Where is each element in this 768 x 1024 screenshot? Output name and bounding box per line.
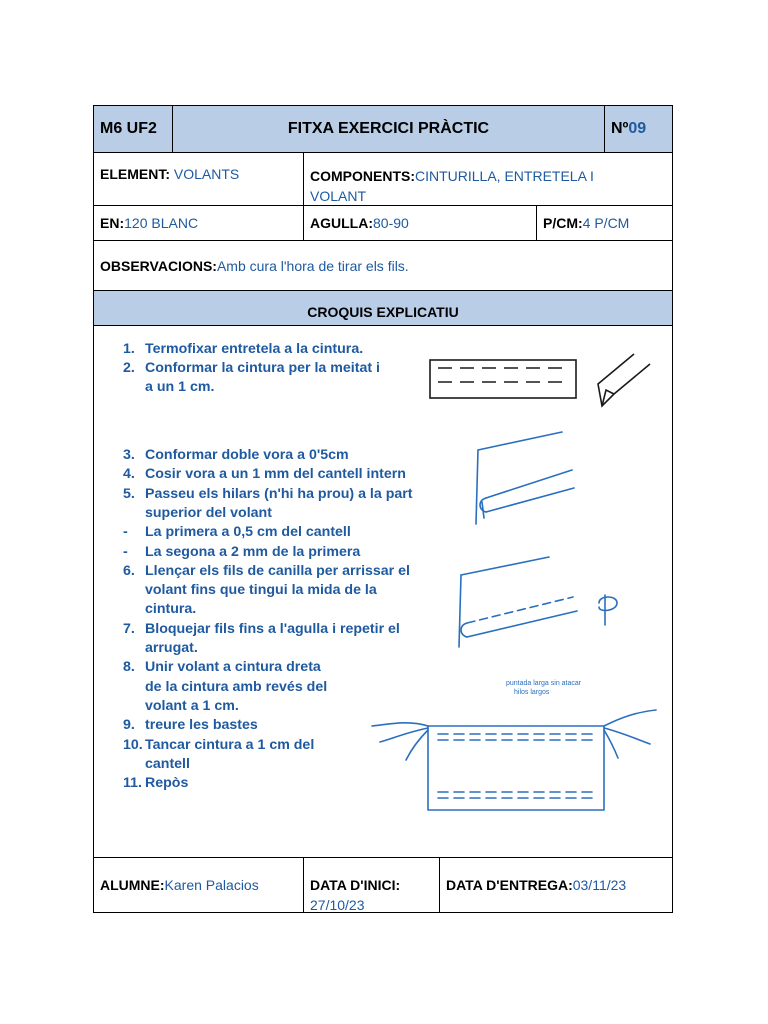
element-label: ELEMENT: [100, 166, 170, 182]
ruffle-gather-line [467, 597, 573, 623]
number-cell [605, 106, 672, 152]
step-text: Conformar la cintura per la meitat i [145, 360, 380, 376]
due-date-label: DATA D'ENTREGA: [446, 877, 573, 893]
gathering-sketch [449, 551, 624, 661]
element-value: VOLANTS [170, 166, 240, 182]
step-number: - [123, 524, 128, 540]
step-text: a un 1 cm. [145, 379, 215, 395]
components-cell [304, 153, 672, 205]
student-label: ALUMNE: [100, 877, 165, 893]
step-number: 3. [123, 447, 135, 463]
step-number: 4. [123, 466, 135, 482]
ruffle-top-line [461, 557, 549, 575]
stitch-label: P/CM: [543, 215, 583, 231]
due-date-value: 03/11/23 [572, 877, 627, 893]
number-value: 09 [628, 120, 647, 137]
needle-cell [304, 206, 537, 240]
step-text: cintura. [145, 601, 197, 617]
step-text: Llençar els fils de canilla per arrissar el [145, 563, 410, 579]
step-number: 11. [123, 775, 142, 791]
step-text: treure les bastes [145, 717, 258, 733]
thread-left-2 [380, 728, 428, 742]
step-text: volant fins que tingui la mida de la [145, 582, 377, 598]
bobbin-loop [599, 597, 617, 610]
sketch-title: CROQUIS EXPLICATIU [307, 304, 459, 320]
step-text: volant a 1 cm. [145, 698, 239, 714]
step-text: Passeu els hilars (n'hi ha prou) a la part [145, 486, 413, 502]
footer-row [94, 858, 672, 912]
step-number: - [123, 544, 128, 560]
thread-right-3 [604, 730, 618, 758]
element-cell [94, 153, 304, 205]
ruffle-roll [461, 623, 467, 637]
step-number: 5. [123, 486, 135, 502]
title-cell [173, 106, 605, 152]
step-number: 10. [123, 737, 143, 753]
materials-row [94, 206, 672, 241]
thread-cell [94, 206, 304, 240]
step-text: de la cintura amb revés del [145, 679, 328, 695]
observations-label: OBSERVACIONS: [100, 257, 217, 274]
step-text: Repòs [145, 775, 189, 791]
observations-value: Amb cura l'hora de tirar els fils. [216, 257, 409, 274]
sheet-title: FITXA EXERCICI PRÀCTIC [287, 120, 490, 137]
step-text: cantell [145, 756, 190, 772]
components-value-line2: VOLANT [310, 188, 367, 204]
due-date-cell [440, 858, 672, 912]
step-number: 6. [123, 563, 135, 579]
sketch-header-cell [94, 291, 672, 325]
sketch-note-line2: hilos largos [514, 689, 550, 696]
module-cell [94, 106, 173, 152]
hem-top-line [478, 432, 562, 450]
double-hem-sketch [464, 426, 584, 536]
step-number: 2. [123, 360, 135, 376]
student-cell [94, 858, 304, 912]
thread-value: 120 BLANC [124, 215, 199, 231]
thread-left-1 [372, 723, 428, 726]
exercise-sheet [93, 105, 673, 913]
step-text: La segona a 2 mm de la primera [145, 544, 361, 560]
step-text: superior del volant [145, 505, 272, 521]
title-row [94, 106, 672, 153]
step-text: Termofixar entretela a la cintura. [145, 341, 364, 357]
element-row [94, 153, 672, 206]
sketch-body [94, 326, 672, 858]
needle-value: 80-90 [373, 215, 409, 231]
step-number: 7. [123, 621, 135, 637]
number-label: Nº [611, 120, 629, 137]
start-date-label: DATA D'INICI: [310, 877, 401, 893]
stitch-cell [537, 206, 672, 240]
waistband-rect [430, 360, 576, 398]
step-number: 8. [123, 659, 135, 675]
ruffle-left-edge [459, 575, 461, 647]
ruffle-join-sketch [364, 666, 664, 816]
step-text: Tancar cintura a 1 cm del [145, 737, 315, 753]
step-text: Cosir vora a un 1 mm del cantell intern [145, 466, 406, 482]
hem-inner [482, 502, 484, 518]
step-text: Unir volant a cintura dreta [145, 659, 321, 675]
components-label: COMPONENTS: [310, 168, 415, 184]
step-number: 1. [123, 341, 135, 357]
hem-left-edge [476, 450, 478, 524]
step-text: La primera a 0,5 cm del cantell [145, 524, 351, 540]
thread-label: EN: [100, 215, 125, 231]
step-text: Conformar doble vora a 0'5cm [145, 447, 349, 463]
sketch-note-line1: puntada larga sin atacar [506, 680, 582, 687]
stitch-value: 4 P/CM [582, 215, 630, 231]
step-text: Bloquejar fils fins a l'agulla i repetir el [145, 621, 400, 637]
components-value: CINTURILLA, ENTRETELA I [415, 168, 594, 184]
waistband-sketch [424, 346, 664, 431]
folded-corner [598, 354, 650, 406]
start-date-value: 27/10/23 [310, 897, 365, 913]
step-text: arrugat. [145, 640, 198, 656]
step-number: 9. [123, 717, 135, 733]
sketch-header-row [94, 291, 672, 326]
needle-label: AGULLA: [310, 215, 373, 231]
thread-right-1 [604, 710, 656, 726]
module-label: M6 UF2 [100, 120, 157, 137]
hem-fold-line [486, 470, 572, 498]
observations-cell [94, 241, 672, 290]
observations-row [94, 241, 672, 291]
student-value: Karen Palacios [164, 877, 259, 893]
hem-bottom-line [486, 488, 574, 512]
start-date-cell [304, 858, 440, 912]
ruffle-bottom-line [467, 611, 577, 637]
thread-left-3 [406, 730, 428, 760]
